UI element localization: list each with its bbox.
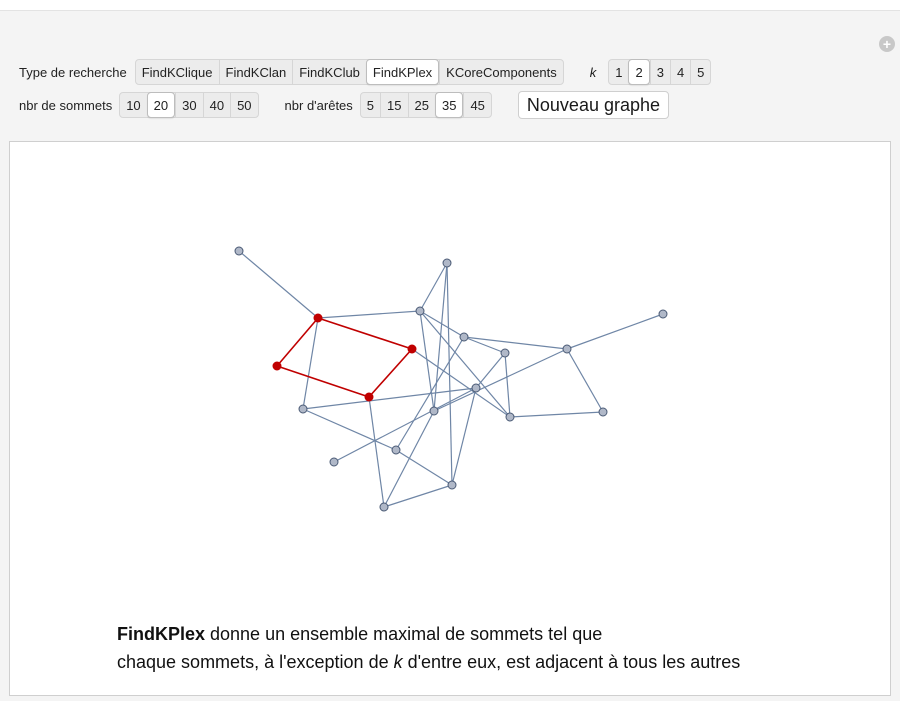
new-graph-button[interactable]: Nouveau graphe: [518, 91, 669, 119]
graph-vertex: [448, 481, 456, 489]
graph-vertex: [430, 407, 438, 415]
k-label: k: [589, 64, 597, 80]
aretes-option[interactable]: 5: [366, 97, 375, 113]
highlighted-vertex: [314, 314, 322, 322]
graph-edge: [452, 388, 476, 485]
k-option[interactable]: 4: [670, 60, 690, 84]
graph-vertex: [472, 384, 480, 392]
sommets-selector: [119, 92, 258, 118]
type-option[interactable]: FindKPlex: [366, 59, 439, 85]
k-option[interactable]: 1: [615, 64, 623, 80]
graph-canvas: [9, 141, 891, 696]
type-selector: [135, 59, 564, 85]
caption-line-2-pre: chaque sommets, à l'exception de: [117, 652, 394, 672]
caption-line-2: [117, 648, 877, 676]
graph-edge: [384, 411, 434, 507]
graph-vertex: [235, 247, 243, 255]
caption: [117, 620, 877, 676]
graph-edge: [434, 263, 447, 411]
graph-vertex: [299, 405, 307, 413]
graph-vertex: [330, 458, 338, 466]
plus-icon[interactable]: +: [879, 36, 895, 52]
graph-edge: [303, 409, 396, 450]
caption-line-1-text: donne un ensemble maximal de sommets tel que: [205, 624, 603, 644]
caption-line-1: [117, 620, 877, 648]
sommets-option[interactable]: 50: [230, 93, 257, 117]
graph-vertex: [392, 446, 400, 454]
aretes-selector: [360, 92, 492, 118]
graph-edge: [420, 311, 434, 411]
graph-edge: [510, 412, 603, 417]
size-row: [19, 91, 669, 119]
graph-vertex: [460, 333, 468, 341]
graph-vertex: [443, 259, 451, 267]
caption-function-name: FindKPlex: [117, 624, 206, 644]
aretes-option[interactable]: 35: [435, 92, 463, 118]
graph-vertex: [563, 345, 571, 353]
graph-vertex: [506, 413, 514, 421]
graph-edge: [505, 353, 510, 417]
k-selector: [608, 59, 711, 85]
aretes-option[interactable]: 15: [380, 93, 407, 117]
manipulate-panel: [0, 10, 900, 701]
graph-edge: [369, 397, 384, 507]
aretes-label: nbr d'arêtes: [284, 97, 353, 113]
type-row: [19, 59, 711, 85]
graph-edge: [318, 311, 420, 318]
graph-edge: [476, 353, 505, 388]
highlighted-edge: [318, 318, 412, 349]
type-option[interactable]: FindKClan: [219, 60, 293, 84]
type-label: Type de recherche: [19, 64, 127, 80]
k-option[interactable]: 5: [690, 60, 710, 84]
graph-vertex: [599, 408, 607, 416]
caption-k: k: [393, 652, 403, 672]
graph-edge: [567, 314, 663, 349]
type-option[interactable]: FindKClub: [292, 60, 366, 84]
graph-edge: [239, 251, 318, 318]
type-option[interactable]: KCoreComponents: [439, 60, 563, 84]
sommets-label: nbr de sommets: [19, 97, 113, 113]
caption-line-2-post: d'entre eux, est adjacent à tous les autres: [402, 652, 741, 672]
graph-vertex: [416, 307, 424, 315]
graph-vertex: [501, 349, 509, 357]
graph-svg: [10, 142, 890, 695]
sommets-option[interactable]: 20: [147, 92, 175, 118]
highlighted-vertex: [273, 362, 281, 370]
aretes-option[interactable]: 45: [463, 93, 490, 117]
highlighted-vertex: [408, 345, 416, 353]
highlighted-vertex: [365, 393, 373, 401]
sommets-option[interactable]: 40: [203, 93, 230, 117]
highlighted-edge: [277, 366, 369, 397]
graph-edge: [334, 388, 476, 462]
graph-vertex: [659, 310, 667, 318]
aretes-option[interactable]: 25: [408, 93, 435, 117]
sommets-option[interactable]: 10: [126, 97, 141, 113]
graph-vertex: [380, 503, 388, 511]
k-option[interactable]: 2: [628, 59, 649, 85]
type-option[interactable]: FindKClique: [141, 64, 213, 80]
graph-edge: [567, 349, 603, 412]
sommets-option[interactable]: 30: [175, 93, 202, 117]
highlighted-edge: [369, 349, 412, 397]
k-option[interactable]: 3: [650, 60, 670, 84]
graph-edge: [303, 318, 318, 409]
